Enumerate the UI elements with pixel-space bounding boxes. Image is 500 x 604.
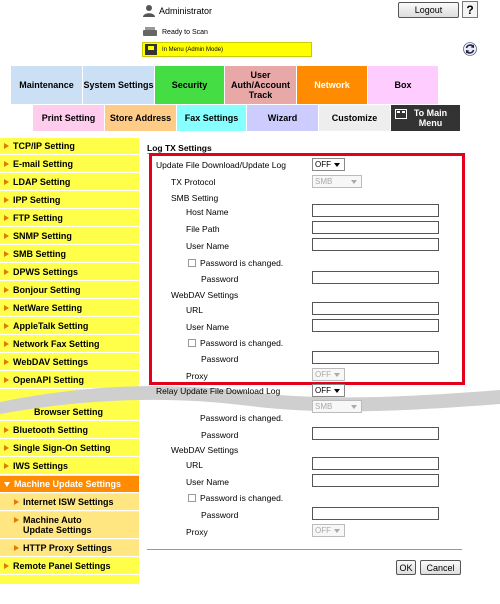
refresh-icon[interactable]	[463, 42, 477, 56]
tab-customize[interactable]: Customize	[319, 105, 391, 131]
admin-mode-icon	[144, 43, 158, 56]
relay-url-label: URL	[186, 460, 204, 470]
relay-webdav-password-changed-label: Password is changed.	[200, 493, 284, 503]
sidebar-item-remote-panel[interactable]: Remote Panel Settings	[0, 558, 139, 575]
printer-status-icon	[142, 27, 158, 37]
sidebar-item-email[interactable]: E-mail Setting	[0, 156, 139, 173]
sidebar-item-iws[interactable]: IWS Settings	[0, 458, 139, 475]
sidebar-item-webdav[interactable]: WebDAV Settings	[0, 354, 139, 371]
relay-tx-protocol-select[interactable]: SMB	[312, 400, 362, 413]
tab-network[interactable]: Network	[297, 66, 368, 104]
sidebar-item-http-proxy[interactable]: HTTP Proxy Settings	[0, 540, 139, 557]
smb-password-changed-label: Password is changed.	[200, 258, 284, 268]
relay-smb-password-input[interactable]	[312, 427, 439, 440]
sidebar-item-openapi[interactable]: OpenAPI Setting	[0, 372, 139, 389]
sidebar-item-ftp[interactable]: FTP Setting	[0, 210, 139, 227]
relay-log-select[interactable]: OFF	[312, 384, 345, 397]
relay-proxy-label: Proxy	[186, 527, 208, 537]
sidebar-item-ipp[interactable]: IPP Setting	[0, 192, 139, 209]
wave-separator	[0, 376, 500, 418]
help-button[interactable]: ?	[462, 1, 478, 18]
sidebar	[0, 138, 139, 584]
relay-proxy-select[interactable]: OFF	[312, 524, 345, 537]
tx-protocol-label: TX Protocol	[171, 177, 216, 187]
user-name-label: User Name	[186, 241, 229, 251]
relay-log-label: Relay Update File Download Log	[156, 386, 281, 396]
webdav-user-name-label: User Name	[186, 322, 229, 332]
smb-password-label: Password	[201, 274, 239, 284]
relay-url-input[interactable]	[312, 457, 439, 470]
relay-user-name-input[interactable]	[312, 474, 439, 487]
smb-setting-label: SMB Setting	[171, 193, 219, 203]
sidebar-item-tcpip[interactable]: TCP/IP Setting	[0, 138, 139, 155]
tx-protocol-select[interactable]: SMB	[312, 175, 362, 188]
mode-bar	[142, 42, 312, 57]
update-log-select[interactable]: OFF	[312, 158, 345, 171]
url-label: URL	[186, 305, 204, 315]
relay-webdav-password-changed-checkbox[interactable]	[188, 494, 196, 502]
sidebar-item-ldap[interactable]: LDAP Setting	[0, 174, 139, 191]
sidebar-item-dpws[interactable]: DPWS Settings	[0, 264, 139, 281]
sidebar-item-netware[interactable]: NetWare Setting	[0, 300, 139, 317]
mode-text: In Menu (Admin Mode)	[162, 46, 224, 53]
tab-store-address[interactable]: Store Address	[105, 105, 177, 131]
cancel-button[interactable]: Cancel	[420, 560, 461, 575]
sidebar-item-bluetooth[interactable]: Bluetooth Setting	[0, 422, 139, 439]
proxy-select[interactable]: OFF	[312, 368, 345, 381]
sidebar-item-smb[interactable]: SMB Setting	[0, 246, 139, 263]
proxy-label: Proxy	[186, 371, 208, 381]
webdav-settings-label: WebDAV Settings	[171, 290, 239, 300]
relay-webdav-password-label: Password	[201, 510, 239, 520]
update-log-label: Update File Download/Update Log	[156, 160, 286, 170]
tab-print-setting[interactable]: Print Setting	[33, 105, 105, 131]
relay-webdav-settings-label: WebDAV Settings	[171, 445, 239, 455]
file-path-label: File Path	[186, 224, 220, 234]
administrator-icon	[142, 4, 156, 17]
relay-user-name-label: User Name	[186, 477, 229, 487]
logout-button[interactable]: Logout	[398, 2, 459, 18]
sidebar-item-browser[interactable]: Browser Setting	[0, 404, 139, 421]
relay-smb-password-label: Password	[201, 430, 239, 440]
ok-button[interactable]: OK	[396, 560, 416, 575]
relay-password-changed-label: Password is changed.	[200, 413, 284, 423]
sidebar-item-appletalk[interactable]: AppleTalk Setting	[0, 318, 139, 335]
bottom-divider	[147, 549, 462, 550]
sidebar-item-network-fax[interactable]: Network Fax Setting	[0, 336, 139, 353]
sidebar-item-machine-auto-update[interactable]: Machine Auto Update Settings	[0, 512, 139, 539]
sidebar-item-machine-update[interactable]: Machine Update Settings	[0, 476, 139, 493]
sidebar-item-internet-isw[interactable]: Internet ISW Settings	[0, 494, 139, 511]
sidebar-item-snmp[interactable]: SNMP Setting	[0, 228, 139, 245]
main-menu-icon	[395, 109, 407, 119]
sidebar-item-single-sign-on[interactable]: Single Sign-On Setting	[0, 440, 139, 457]
relay-webdav-password-input[interactable]	[312, 507, 439, 520]
administrator-label: Administrator	[159, 6, 213, 16]
host-name-label: Host Name	[186, 207, 229, 217]
tab-box[interactable]: Box	[368, 66, 439, 104]
highlight-frame	[149, 153, 465, 385]
tab-to-main-menu[interactable]	[391, 105, 461, 131]
tab-system-settings[interactable]: System Settings	[83, 66, 155, 104]
section-title: Log TX Settings	[147, 143, 212, 153]
to-main-menu-label: To Main Menu	[413, 108, 448, 128]
tab-wizard[interactable]: Wizard	[247, 105, 319, 131]
tab-security[interactable]: Security	[155, 66, 225, 104]
webdav-password-label: Password	[201, 354, 239, 364]
sidebar-item-bonjour[interactable]: Bonjour Setting	[0, 282, 139, 299]
tab-fax-settings[interactable]: Fax Settings	[177, 105, 247, 131]
device-status: Ready to Scan	[162, 29, 208, 36]
webdav-password-changed-label: Password is changed.	[200, 338, 284, 348]
tab-maintenance[interactable]: Maintenance	[11, 66, 83, 104]
tab-user-auth[interactable]: User Auth/Account Track	[225, 66, 297, 104]
